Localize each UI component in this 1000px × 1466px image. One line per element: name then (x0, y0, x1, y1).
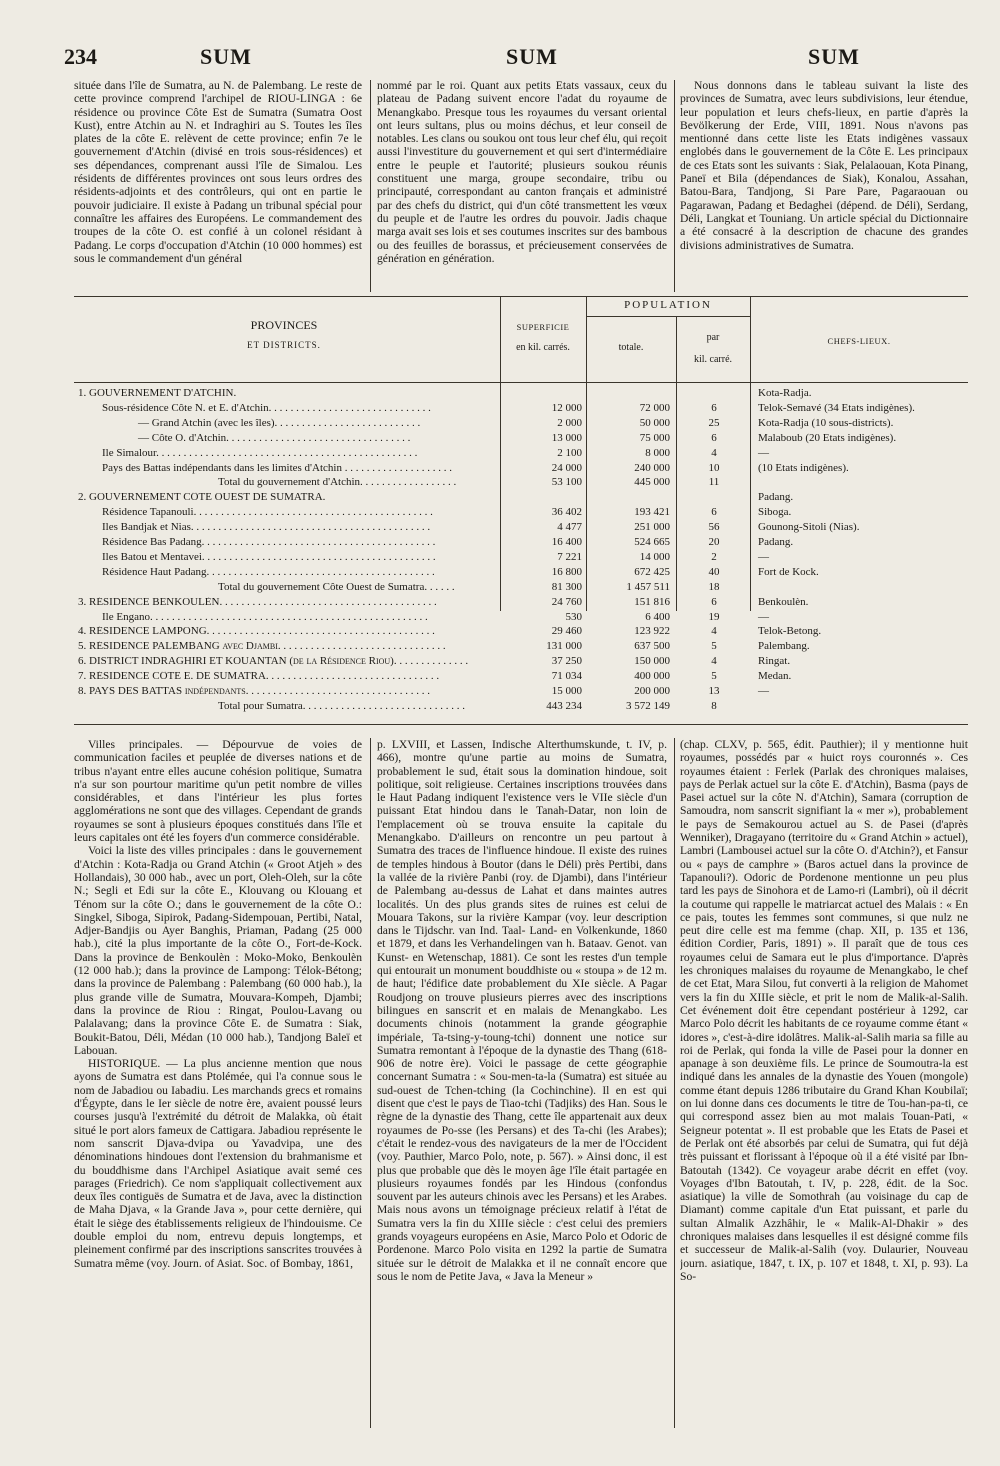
row-population-total: 50 000 (639, 416, 670, 429)
row-chef-lieu: Medan. (758, 670, 792, 683)
row-population-total: 14 000 (639, 550, 670, 563)
row-label: Pays des Battas indépendants dans les limites d'Atchin . . . . . . . . . . . . . . . . . . . . (102, 462, 452, 474)
row-chef-lieu: Kota-Radja. (758, 387, 812, 399)
row-chef-lieu: (10 Etats indigènes). (758, 461, 849, 474)
row-superficie: 530 (565, 610, 582, 623)
row-chef-lieu: Telok-Semavé (34 Etats indigènes). (758, 401, 915, 414)
table-row (74, 612, 968, 623)
head-par-unit: kil. carré. (693, 354, 733, 365)
row-population-total: 150 000 (634, 655, 670, 668)
row-chef-lieu: Siboga. (758, 506, 792, 519)
head-chefs: CHEFS-LIEUX. (827, 336, 891, 346)
row-superficie: 15 000 (551, 685, 582, 697)
row-population-total: 637 500 (634, 640, 670, 653)
paragraph: HISTORIQUE. — La plus ancienne mention que nous ayons de Sumatra est dans Ptolémée, qui l'a connue sous le nom de Jabadiou ou Iabadiu. Les marchands grecs et romains d'Égypte, dans le Ier siècle de notre ère, avaient poussé leurs courses jusqu'à l'extrémité du détroit de Malakka, où était situé le port alors fameux de Cattigara. Jabadiou représente le nom sanscrit Djava-dvipa ou Yavadvipa, une des dénominations hindoues dont l'extension du brahmanisme et du bouddhisme dans l'Archipel Asiatique avait semé ces parages (Friedrich). Ce nom s'appliquait collectivement aux deux îles contiguës de Sumatra et de Java, avec la distinction de Maha Djava, « la Grande Java », pour cette dernière, qui était le siège des établissements religieux de l'hindouisme. Ce double emploi du nom, entrevu depuis longtemps, et pleinement confirmé par des inscriptions sanscrites trouvées à Sumatra même (voy. Journ. of Asiat. Soc. of Bombay, 1861, (74, 1057, 362, 1270)
head-par: par (706, 332, 720, 343)
row-superficie: 24 760 (551, 595, 582, 608)
row-population-total: 3 572 149 (626, 699, 670, 712)
row-chef-lieu: Padang. (758, 491, 794, 504)
row-density: 10 (708, 461, 720, 474)
row-superficie: 81 300 (551, 580, 582, 593)
table-row (74, 552, 968, 563)
row-label: 6. DISTRICT INDRAGHIRI ET KOUANTAN (de la Résidence Riou). . . . . . . . . . . . . . (78, 656, 469, 668)
table-row (74, 448, 968, 459)
row-population-total: 151 816 (634, 595, 670, 608)
row-label: 1. GOUVERNEMENT D'ATCHIN. (78, 388, 237, 399)
column-rule (370, 738, 371, 1428)
row-label: 8. PAYS DES BATTAS indépendants. . . . . . . . . . . . . . . . . . . . . . . . . . . . . . . . . . (78, 686, 430, 697)
row-population-total: 445 000 (634, 476, 670, 489)
head-superficie-unit: en kil. carrés. (516, 342, 570, 353)
population-rule (586, 316, 750, 317)
row-label: Ile Simalour. . . . . . . . . . . . . . . . . . . . . . . . . . . . . . . . . . . . . . . . . . . . . . . . (102, 447, 418, 459)
row-chef-lieu: Malaboub (20 Etats indigènes). (758, 431, 897, 444)
row-label: — Côte O. d'Atchin. . . . . . . . . . . . . . . . . . . . . . . . . . . . . . . . . . (138, 432, 411, 444)
row-density: 2 (711, 550, 717, 563)
paragraph: Nous donnons dans le tableau suivant la liste des provinces de Sumatra, avec leurs subdivisions, leur étendue, leur population et leurs chefs-lieux, en partie d'après la Bevölkerung der Erde, VIII, 1891. Nous n'avons pas mentionné dans cette liste les Etats indigènes vassaux englobés dans le gouvernement de la Côte E. Les principaux de ces Etats sont les suivants : Siak, Pelalaouan, Kota Pinang, Paneï et Bila (dépendances de Siak), Konalou, Assahan, Batou-Bara, Tandjong, Si Pare Pare, Pagaraouan ou Pagarawan, Padang et Bedaghei (dépend. de Déli), Serdang, Déli, Langkat et Touniang. Un article spécial du Dictionnaire a été consacré à la description de chacune des grandes divisions administratives de Sumatra. (680, 79, 968, 252)
row-label: 7. RÉSIDENCE CÔTE E. DE SUMATRA. . . . . . . . . . . . . . . . . . . . . . . . . . . . . . . . (78, 671, 440, 683)
bottom-column-2 (377, 738, 667, 1428)
row-density: 5 (711, 640, 717, 653)
row-label: Total du gouvernement d'Atchin. . . . . . . . . . . . . . . . . . (218, 477, 457, 489)
row-population-total: 400 000 (634, 670, 670, 683)
row-population-total: 193 421 (634, 506, 670, 519)
row-population-total: 8 000 (645, 446, 670, 459)
top-column-3 (680, 79, 968, 291)
row-population-total: 672 425 (634, 565, 670, 578)
row-superficie: 2 100 (557, 446, 582, 459)
column-rule (674, 738, 675, 1428)
province-table (74, 296, 968, 724)
row-chef-lieu: Kota-Radja (10 sous-districts). (758, 416, 894, 429)
row-superficie: 16 400 (551, 536, 582, 548)
paragraph: Villes principales. — Dépourvue de voies de communication faciles et peuplée de diverses nations et de tribus n'ayant entre elles aucune cohésion politique, Sumatra n'a sur son pourtour maritime qu'un petit nombre de villes considérables, et dans l'intérieur les plus fortes agglomérations ne sont que des villages. Cependant de grands royaumes se sont à plusieurs époques constitués dans l'île et leurs capitales ont été les foyers d'un commerce considérable. (74, 738, 362, 845)
row-superficie: 71 034 (551, 670, 582, 683)
row-chef-lieu: Palembang. (758, 640, 810, 653)
row-superficie: 131 000 (546, 640, 582, 653)
table-row (74, 418, 968, 429)
row-density: 25 (708, 416, 720, 429)
row-label: Résidence Tapanouli. . . . . . . . . . . . . . . . . . . . . . . . . . . . . . . . . . . . . . . . . . . . (102, 507, 433, 519)
row-label: Iles Bandjak et Nias. . . . . . . . . . . . . . . . . . . . . . . . . . . . . . . . . . . . . . . . . . . . (102, 522, 431, 534)
table-row (74, 522, 968, 533)
row-label: Iles Batou et Mentavei. . . . . . . . . . . . . . . . . . . . . . . . . . . . . . . . . . . . . . . . . . . (102, 551, 436, 563)
running-head-right: SUM (808, 44, 860, 69)
table-row (74, 507, 968, 518)
table-row (74, 626, 968, 637)
row-population-total: 75 000 (639, 431, 670, 444)
row-chef-lieu: — (758, 550, 769, 563)
table-row (74, 701, 968, 712)
row-density: 8 (711, 699, 717, 712)
row-superficie: 37 250 (551, 655, 582, 668)
row-density: 18 (708, 580, 720, 593)
row-chef-lieu: Ringat. (758, 655, 791, 668)
row-superficie: 4 477 (557, 521, 582, 534)
head-districts: ET DISTRICTS. (247, 340, 321, 350)
top-column-2 (377, 79, 667, 291)
table-row (74, 686, 968, 697)
head-population: POPULATION (624, 299, 712, 311)
row-population-total: 251 000 (634, 521, 670, 534)
row-superficie: 2 000 (557, 416, 582, 429)
row-label: 4. RÉSIDENCE LAMPONG. . . . . . . . . . . . . . . . . . . . . . . . . . . . . . . . . . . . . . . . . . (78, 626, 435, 638)
row-label: Total pour Sumatra. . . . . . . . . . . . . . . . . . . . . . . . . . . . . . (218, 700, 466, 712)
row-label: 2. GOUVERNEMENT CÔTE OUEST DE SUMATRA. (78, 492, 326, 504)
paragraph: p. LXVIII, et Lassen, Indische Alterthumskunde, t. IV, p. 466), montre qu'une partie au moins de Sumatra, probablement le sud, était sous la domination hindoue, soit politique, soit religieuse. Certaines inscriptions trouvées dans le Haut Padang indiquent l'existence vers le VIIe siècle d'un puissant Etat hindou dans le Tanah-Datar, non loin de l'emplacement où se trouva ensuite la capitale du Menangkabo. D'ailleurs on rencontre un peu partout à Sumatra des traces de l'influence hindoue. Il existe des ruines de temples hindous à Boutor (dans le Déli) près Pertibi, dans la vallée de la rivière Panbi (roy. de Djambi), dans l'intérieur de Palembang au-dessus de Lahat et dans maintes autres localités. Un des plus grands sites de ruines est celui de Mouara Takons, sur la rivière Kampar (voy. leur description dans le Tijdschr. van Ind. Taal- Land- en Volkenkunde, 1860 et 1879, et dans les Verhandelingen van h. Bataav. Genot. van Kunst- en Wetenschap, 1881). Ce sont les restes d'un temple qui entourait un monument bouddhiste ou « stoupa » de 12 m. de haut; l'édifice date probablement du XIe siècle. A Pagar Roudjong on trouve plusieurs pierres avec des inscriptions bilingues en sanscrit et en malais de Menangkabo. Les documents chinois (notamment la grande géographie impériale, Ta-tsing-y-toung-tchi) donnent une notice sur Sumatra remontant à l'époque de la dynastie des Thang (618-906 de notre ère). Voici le passage de cette géographie concernant Sumatra : « Sou-men-ta-la (Sumatra) est située au sud-ouest de Tchen-tching (la Cochinchine). Il en est qui disent que c'est le pays de Tiao-tchi (Tadjiks) des Han. Sous le règne de la dynastie des Thang, cette île appartenait aux deux royaumes de Po-sse (les Persans) et des Ta-chi (les Arabes); c'était le rendez-vous des navigateurs de la mer de l'Occident (voy. Pauthier, Marco Polo, note, p. 567). » Ainsi donc, il est plus que probable que dès le moyen âge l'île était partagée en plusieurs royaumes fondés par les Hindous (confondus souvent par les auteurs chinois avec les Persans) et les Arabes. Mais nous avons un témoignage précieux relatif à l'état de Sumatra vers la fin du XIIIe siècle : c'est celui des premiers grands voyageurs européens en Asie, Marco Polo et Odoric de Pordenone. Marco Polo visita en 1292 la partie de Sumatra située sur le détroit de Malakka et il ne connaît encore que sous le nom de Petite Java, « Java la Meneur » (377, 738, 667, 1283)
table-row (74, 433, 968, 444)
row-label: Sous-résidence Côte N. et E. d'Atchin. . . . . . . . . . . . . . . . . . . . . . . . . . . . . . (102, 402, 431, 414)
row-population-total: 524 665 (634, 536, 670, 548)
row-superficie: 36 402 (551, 506, 582, 519)
row-population-total: 200 000 (634, 685, 670, 697)
row-label: Résidence Haut Padang. . . . . . . . . . . . . . . . . . . . . . . . . . . . . . . . . . . . . . . . . . (102, 566, 435, 578)
page-number: 234 (64, 44, 97, 69)
row-chef-lieu: Benkoulèn. (758, 595, 809, 608)
running-head-center: SUM (506, 44, 558, 69)
table-row (74, 671, 968, 682)
row-superficie: 12 000 (551, 401, 582, 414)
head-totale: totale. (618, 342, 644, 353)
row-density: 20 (708, 536, 720, 548)
table-bottom-rule (74, 724, 968, 725)
row-population-total: 6 400 (645, 610, 670, 623)
row-superficie: 443 234 (546, 699, 582, 712)
row-density: 4 (711, 625, 717, 638)
row-density: 6 (711, 401, 717, 414)
table-head-rule (74, 382, 968, 383)
table-row (74, 403, 968, 414)
top-column-1 (74, 79, 362, 291)
row-superficie: 7 221 (557, 550, 582, 563)
row-chef-lieu: — (758, 446, 769, 459)
row-chef-lieu: Telok-Betong. (758, 625, 822, 638)
row-chef-lieu: Padang. (758, 536, 794, 548)
table-row (74, 388, 968, 399)
table-top-rule (74, 296, 968, 297)
head-superficie: SUPERFICIE (516, 322, 570, 332)
table-row (74, 582, 968, 593)
bottom-column-1 (74, 738, 362, 1428)
row-superficie: 53 100 (551, 476, 582, 489)
row-density: 6 (711, 506, 717, 519)
row-density: 40 (708, 565, 720, 578)
row-density: 19 (708, 610, 720, 623)
row-superficie: 24 000 (551, 461, 582, 474)
bottom-column-3 (680, 738, 968, 1428)
row-label: Ile Engano. . . . . . . . . . . . . . . . . . . . . . . . . . . . . . . . . . . . . . . . . . . . . . . . . . . (102, 611, 428, 623)
row-density: 11 (708, 476, 720, 489)
row-chef-lieu: Fort de Kock. (758, 565, 819, 578)
row-chef-lieu: — (758, 685, 769, 697)
table-row (74, 463, 968, 474)
table-row (74, 537, 968, 548)
row-label: Total du gouvernement Côte Ouest de Sumatra. . . . . . (218, 581, 455, 593)
running-head-left: SUM (200, 44, 252, 69)
row-density: 6 (711, 431, 717, 444)
table-row (74, 641, 968, 652)
paragraph: située dans l'île de Sumatra, au N. de Palembang. Le reste de cette province comprend l'archipel de RIOU-LINGA : 6e résidence ou province Côte Est de Sumatra (Sumatra Oost Kust), entre Atchin au N. et Indraghiri au S. Toutes les îles plates de la côte E. relèvent de cette province; enfin 7e le gouvernement d'Atchin (divisé en trois sous-résidences) et ses dépendances, comprenant aussi l'île de Simalou. Les résidents de différentes provinces ont sous leurs ordres des résidents-adjoints et des contrôleurs, qui ont en partie le pouvoir judiciaire. Il existe à Padang un tribunal spécial pour connaître les affaires des Européens. Le commandement des troupes de la côte O. est confié à un colonel résidant à Padang. Le corps d'occupation d'Atchin (10 000 hommes) est sous le commandement d'un général (74, 79, 362, 265)
row-superficie: 29 460 (551, 625, 582, 638)
head-provinces: PROVINCES (250, 318, 318, 332)
table-row (74, 477, 968, 488)
row-population-total: 240 000 (634, 461, 670, 474)
row-label: Résidence Bas Padang. . . . . . . . . . . . . . . . . . . . . . . . . . . . . . . . . . . . . . . . . . . (102, 537, 436, 548)
table-row (74, 656, 968, 667)
row-density: 4 (711, 655, 717, 668)
row-density: 13 (708, 685, 720, 697)
row-density: 5 (711, 670, 717, 683)
row-label: 5. RÉSIDENCE PALEMBANG avec Djambi. . . . . . . . . . . . . . . . . . . . . . . . . . . . . . . (78, 641, 446, 653)
row-chef-lieu: Gounong-Sitoli (Nias). (758, 521, 860, 534)
column-rule (674, 80, 675, 292)
paragraph: (chap. CLXV, p. 565, édit. Pauthier); il y mentionne huit royaumes, possédés par « huict roys couronnés ». Ces royaumes étaient : Ferlek (Parlak des chroniques malaises, pays de Perlak actuel sur la côte E. d'Atchin), Basma (pays de Pasei actuel sur la côte N. d'Atchin), Samara (corruption de Samoudra, nom sanscrit signifiant la « mer »), probablement le pays de Semakourou actuel au S. de Pasei (d'après Wenniker), Dragayano (territoire du « Grand Atchin » actuel), Lambri (Lambousei actuel sur la côte O. d'Atchin?), et Fansur ou « pays de camphre » (Baros actuel dans la province de Tapanouli?). Odoric de Pordenone mentionne un peu plus tard les pays de Sinohora et de Lamo-ri (Lambri), où il décrit la coutume qui rappelle le matriarcat actuel des Malais : « En ce pais, toutes les femmes sont communes, si que nulz ne peut dire celle est ma femme (chap. XII, p. 135 et 136, édition Cordier, Paris, 1891) ». Il paraît que de tous ces royaumes celui de Samara eut le plus d'importance. D'après les chroniques malaises du royaume de Menangkabo, le chef de cet Etat, Mara Silou, fut converti à la religion de Mahomet vers la fin du XIIIe siècle, et prit le nom de Malik-al-Salih. Cet événement doit être cependant postérieur à 1292, car Marco Polo décrit les habitants de ce royaume comme étant « idores », c'est-à-dire idolâtres. Malik-al-Salih maria sa fille au roi de Perlak, qui fonda la ville de Pasei pour la donner en apanage à son deuxième fils. Le prince de Soumoutra-la est indiqué dans les annales de la dynastie des Youen (mongole) comme étant depuis 1286 tributaire du Grand Khan Koubilaï; on lui donne dans ces documents le titre de Tou-han-pa-ti, ce qui correspond assez bien au mot malais Touan-Pati, « Seigneur potentat ». Il est probable que les Etats de Pasei et de Perlak ont été absorbés par celui de Sumatra, qui fut déjà très puissant et florissant à l'époque où il a été visité par Ibn-Batoutah (1342). Ce voyageur arabe décrit en effet (voy. Voyages d'Ibn Batoutah, t. IV, p. 228, édit. de la Soc. asiatique) la ville de Somothrah (au voisinage du cap de Diamant) comme capitale d'un Etat puissant, et parle du sultan Almalik Azzhâhir, le « Malik-Al-Dhakir » des chroniques malaises dans lesquelles il est désigné comme fils et successeur de Malik-al-Salih (voy. Dulaurier, Nouveau journ. asiatique, 1847, t. IX, p. 107 et 1848, t. XI, p. 93). La So- (680, 738, 968, 1283)
row-superficie: 13 000 (551, 431, 582, 444)
row-label: 3. RÉSIDENCE BENKOULÈN. . . . . . . . . . . . . . . . . . . . . . . . . . . . . . . . . . . . . . . . (78, 596, 437, 608)
row-population-total: 123 922 (634, 625, 670, 638)
row-density: 6 (711, 595, 717, 608)
paragraph: Voici la liste des villes principales : dans le gouvernement d'Atchin : Kota-Radja ou Grand Atchin (« Groot Atjeh » des Hollandais), 30 000 hab., avec un port, Oleh-Oleh, sur la côte N.; Segli et Edi sur la côte E., Klouvang ou Klouang et Ténom sur la côte O.; dans le gouvernement de la côte O.: Singkel, Siboga, Sipirok, Padang-Sidempouan, Pertibi, Natal, Adjer-Bandjis ou Ayer Banghis, Priaman, Padang (25 000 hab.), cité la plus importante de la côte O., Fort-de-Kock. Dans la province de Benkoulèn : Moko-Moko, Benkoulèn (12 000 hab.); dans la province de Lampong: Télok-Bétong; dans la province de Palembang : Palembang (60 000 hab.), la plus grande ville de Sumatra, Mouvara-Kompeh, Djambi; dans la province de Riou : Ringat, Poulou-Lavang ou Palalavang; dans la province Côte E. de Sumatra : Siak, Boukit-Batou, Déli, Médan (10 000 hab.), Tandjong Baleï et Labouan. (74, 844, 362, 1057)
row-density: 4 (711, 446, 717, 459)
table-row (74, 597, 968, 608)
row-label: — Grand Atchin (avec les îles). . . . . . . . . . . . . . . . . . . . . . . . . . . (138, 417, 421, 429)
row-population-total: 72 000 (639, 401, 670, 414)
row-chef-lieu: — (758, 610, 769, 623)
row-population-total: 1 457 511 (626, 580, 670, 593)
row-superficie: 16 800 (551, 565, 582, 578)
table-row (74, 567, 968, 578)
table-row (74, 492, 968, 503)
row-density: 56 (708, 521, 720, 534)
column-rule (370, 80, 371, 292)
paragraph: nommé par le roi. Quant aux petits Etats vassaux, ceux du plateau de Padang suivent encore l'adat du royaume de Menangkabo. Presque tous les royaumes du versant oriental ont leurs sultans, plus ou moins déchus, et leur conseil de notables. Les clans ou soukou ont tous leur chef élu, qui reçoit aussi l'investiture du gouvernement et qui sert d'intermédiaire entre le peuple et l'autorité; plusieurs soukou réunis constituent une marga, groupe secondaire, tribu ou principauté, correspondant au canton français et administré par des chefs du district, qui d'un côté transmettent les vœux du peuple et de l'autre les ordres du pouvoir. Jadis chaque marga avait ses lois et ses coutumes inscrites sur des bambous ou des feuilles de borassus, et précieusement conservées de génération en génération. (377, 79, 667, 265)
